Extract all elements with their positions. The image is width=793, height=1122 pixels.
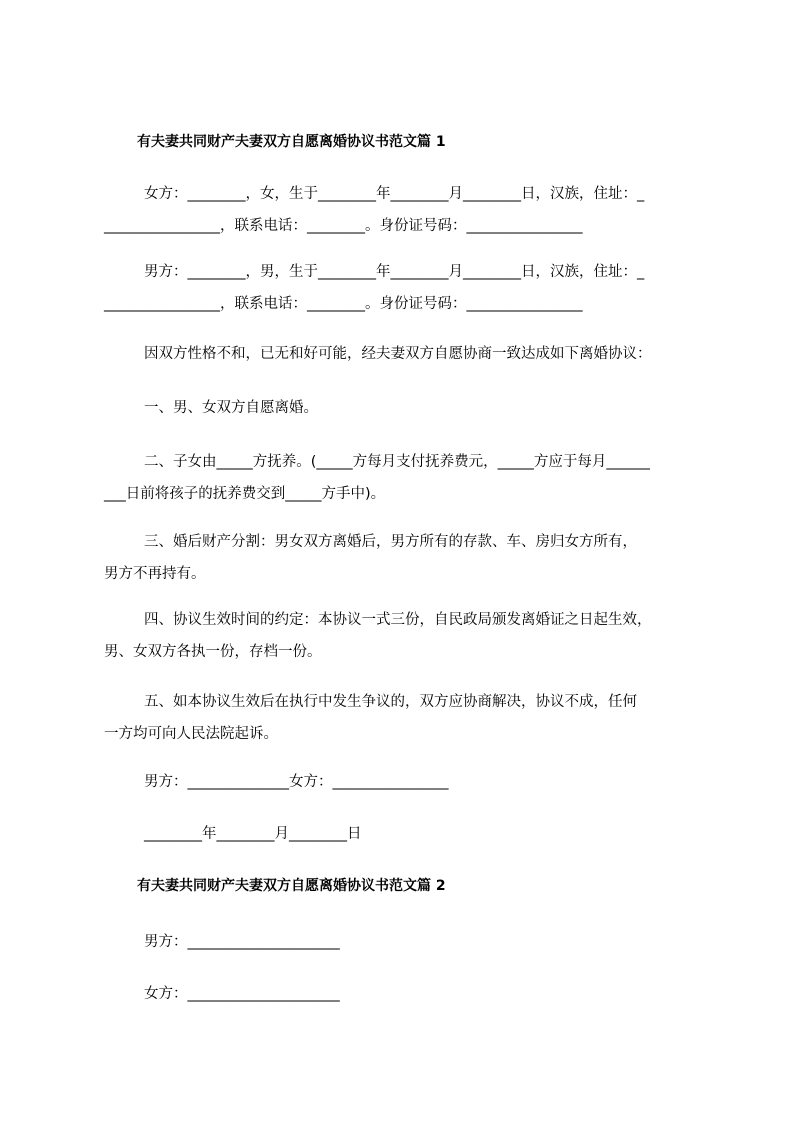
clause-2-paragraph: [104, 446, 704, 510]
female-blank-line: 女方：_____________________: [144, 986, 340, 1002]
clause-5-line-2: 一方均可向人民法院起诉。: [104, 726, 278, 742]
clause-2-line-1: 二、子女由_____方抚养。(_____方每月支付抚养费元，_____方应于每月______: [144, 454, 650, 470]
reason-paragraph: [104, 338, 704, 370]
female-party-paragraph: [104, 178, 704, 242]
clause-2-line-2: ___日前将孩子的抚养费交到_____方手中)。: [104, 486, 386, 502]
reason-text: 因双方性格不和，已无和好可能，经夫妻双方自愿协商一致达成如下离婚协议：: [144, 346, 652, 362]
female-party-line-1: 女方：________，女，生于________年________月________日，汉族，住址：_: [144, 186, 645, 202]
male-blank-paragraph: [104, 926, 704, 958]
clause-3-line-2: 男方不再持有。: [104, 566, 206, 582]
female-blank-paragraph: [104, 978, 704, 1010]
clause-5-line-1: 五、如本协议生效后在执行中发生争议的，双方应协商解决，协议不成，任何: [144, 694, 637, 710]
clause-4-paragraph: [104, 604, 704, 668]
date-line: ________年________月________日: [144, 826, 362, 842]
clause-3-line-1: 三、婚后财产分割：男女双方离婚后，男方所有的存款、车、房归女方所有，: [144, 534, 637, 550]
male-party-line-1: 男方：________，男，生于________年________月________日，汉族，住址：_: [144, 264, 645, 280]
section-heading-2: 有夫妻共同财产夫妻双方自愿离婚协议书范文篇 2: [137, 878, 446, 894]
clause-3-paragraph: [104, 526, 704, 590]
clause-5-paragraph: [104, 686, 704, 750]
male-party-line-2: ________________，联系电话：________。身份证号码：________________: [104, 296, 583, 312]
clause-4-line-1: 四、协议生效时间的约定：本协议一式三份，自民政局颁发离婚证之日起生效，: [144, 612, 652, 628]
clause-4-line-2: 男、女双方各执一份，存档一份。: [104, 644, 322, 660]
male-blank-line: 男方：_____________________: [144, 934, 340, 950]
date-paragraph: [104, 818, 704, 850]
clause-1-text: 一、男、女双方自愿离婚。: [144, 400, 318, 416]
signatures-paragraph: [104, 766, 704, 798]
male-party-paragraph: [104, 256, 704, 320]
section-heading-1: 有夫妻共同财产夫妻双方自愿离婚协议书范文篇 1: [137, 134, 446, 150]
female-party-line-2: ________________，联系电话：________。身份证号码：________________: [104, 218, 583, 234]
signatures-line: 男方：______________女方：________________: [144, 774, 449, 790]
clause-1-paragraph: [104, 392, 704, 424]
